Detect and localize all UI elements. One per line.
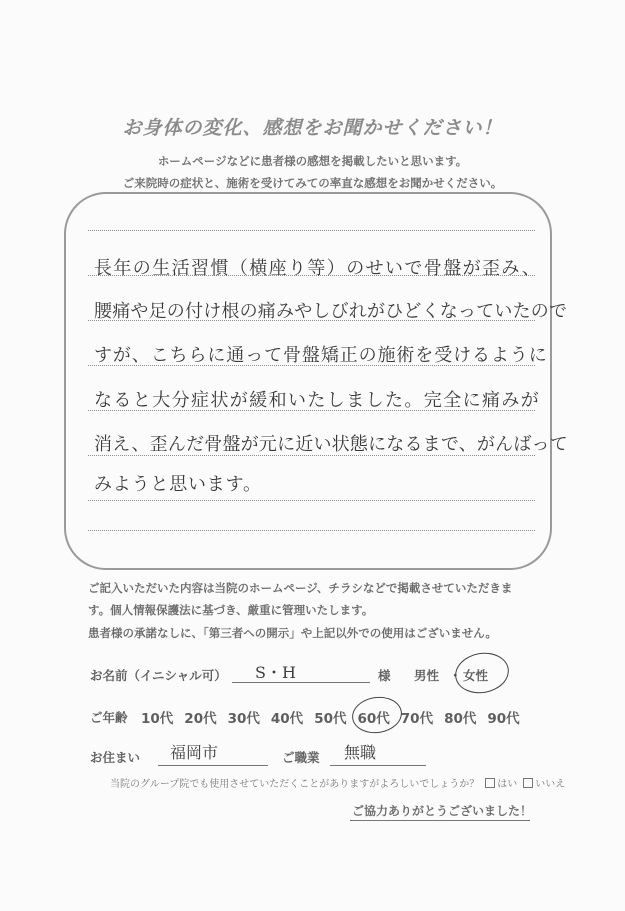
- gender-female-option: 女性: [463, 668, 489, 683]
- age-selection-circle: [350, 694, 405, 737]
- yes-label: はい: [497, 779, 518, 790]
- age-option-40s: 40代: [270, 711, 304, 727]
- age-option-70s: 70代: [400, 711, 434, 727]
- yes-checkbox: [485, 778, 495, 788]
- no-label: いいえ: [535, 779, 566, 790]
- name-underline: [232, 682, 370, 683]
- intro-line-2: ご来院時の症状と、施術を受けてみての率直な感想をお聞かせください。: [122, 176, 503, 190]
- age-option-10s: 10代: [141, 711, 174, 727]
- age-option-50s: 50代: [314, 711, 347, 727]
- privacy-line-3: 患者様の承諾なしに、「第三者への開示」や上記以外での使用はございません。: [88, 626, 497, 640]
- consent-question-text: 当院のグループ院でも使用させていただくことがありますがよろしいでしょうか？: [110, 779, 480, 790]
- page-title: お身体の変化、感想をお聞かせください！: [122, 117, 503, 139]
- age-option-30s: 30代: [227, 711, 260, 727]
- age-options: [141, 707, 531, 727]
- honorific-label: 様: [378, 668, 391, 683]
- group-consent-question: [110, 775, 565, 790]
- name-label: お名前（イニシャル可）: [90, 668, 227, 683]
- handwritten-line-1: 長年の生活習慣（横座り等）のせいで骨盤が歪み、: [94, 258, 542, 279]
- privacy-line-2: す。個人情報保護法に基づき、厳重に管理いたします。: [88, 603, 374, 617]
- age-option-60s: 60代: [357, 711, 390, 727]
- name-value: S・H: [255, 663, 296, 682]
- ruled-line: [88, 530, 535, 531]
- handwritten-line-3: すが、こちらに通って骨盤矯正の施術を受けるように: [94, 345, 548, 366]
- job-label: ご職業: [282, 750, 320, 765]
- privacy-line-1: ご記入いただいた内容は当院のホームページ、チラシなどで掲載させていただきま: [88, 581, 513, 595]
- gender-separator: ・: [449, 668, 462, 683]
- comment-box: [64, 192, 552, 570]
- handwritten-line-4: なると大分症状が緩和いたしました。完全に痛みが: [94, 390, 541, 411]
- address-value: 福岡市: [170, 743, 219, 762]
- handwritten-line-2: 腰痛や足の付け根の痛みやしびれがひどくなっていたので: [94, 301, 568, 322]
- age-label: ご年齢: [90, 710, 128, 725]
- job-underline: [330, 765, 426, 766]
- ruled-line: [88, 230, 535, 231]
- age-option-80s: 80代: [444, 711, 477, 727]
- thanks-underline: [350, 820, 530, 821]
- gender-male-option: 男性: [414, 668, 440, 683]
- handwritten-line-5: 消え、歪んだ骨盤が元に近い状態になるまで、がんばって: [94, 434, 568, 455]
- address-label: お住まい: [90, 750, 141, 765]
- age-option-90s: 90代: [487, 711, 520, 727]
- female-selection-circle: [452, 649, 512, 698]
- address-underline: [158, 765, 268, 766]
- job-value: 無職: [344, 743, 377, 762]
- ruled-line: [88, 500, 535, 501]
- no-checkbox: [523, 778, 533, 788]
- age-option-20s: 20代: [184, 711, 217, 727]
- thanks-message: ご協力ありがとうございました！: [352, 804, 533, 818]
- handwritten-line-6: みようと思います。: [94, 474, 262, 495]
- intro-line-1: ホームページなどに患者様の感想を掲載したいと思います。: [157, 154, 468, 168]
